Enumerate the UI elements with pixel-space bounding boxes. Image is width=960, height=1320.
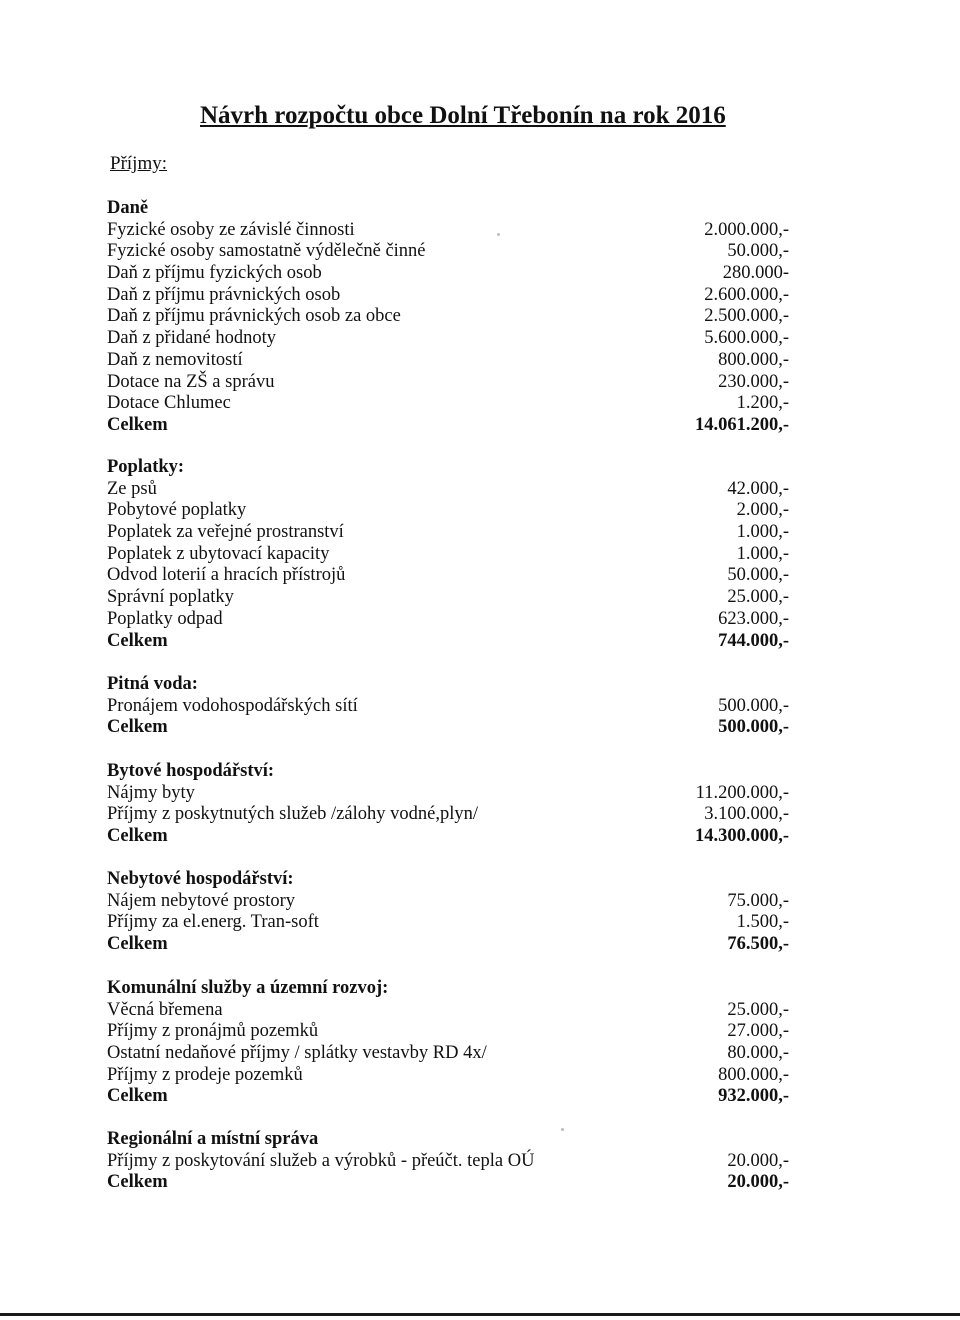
item-amount: 25.000,- <box>727 587 789 608</box>
item-label: Poplatek z ubytovací kapacity <box>107 543 330 564</box>
budget-section <box>107 869 797 956</box>
item-label: Nájem nebytové prostory <box>107 890 296 911</box>
budget-item-row <box>107 912 797 934</box>
item-amount: 2.000.000,- <box>704 219 789 240</box>
item-label: Dotace Chlumec <box>107 393 231 414</box>
budget-section <box>107 978 797 1108</box>
item-amount: 500.000,- <box>718 695 789 716</box>
section-total-row <box>107 826 797 848</box>
budget-item-row <box>107 696 797 718</box>
item-label: Daň z příjmu právnických osob za obce <box>107 306 401 327</box>
item-label: Daň z přidané hodnoty <box>107 328 277 349</box>
section-heading-row <box>107 674 797 696</box>
section-heading: Regionální a místní správa <box>107 1129 319 1149</box>
section-heading-row <box>107 978 797 1000</box>
section-heading-row <box>107 869 797 891</box>
total-amount: 932.000,- <box>718 1086 789 1107</box>
item-label: Pronájem vodohospodářských sítí <box>107 695 358 716</box>
budget-item-row <box>107 783 797 805</box>
item-amount: 623.000,- <box>718 608 789 629</box>
item-amount: 80.000,- <box>727 1043 789 1064</box>
section-heading: Bytové hospodářství: <box>107 761 275 781</box>
item-amount: 2.000,- <box>736 500 789 521</box>
item-label: Poplatky odpad <box>107 608 223 629</box>
total-amount: 500.000,- <box>718 717 789 738</box>
budget-item-row <box>107 544 797 566</box>
item-amount: 11.200.000,- <box>695 782 789 803</box>
section-heading: Poplatky: <box>107 457 185 477</box>
budget-item-row <box>107 522 797 544</box>
item-amount: 25.000,- <box>727 999 789 1020</box>
item-amount: 42.000,- <box>727 478 789 499</box>
budget-section <box>107 457 797 652</box>
section-total-row <box>107 415 797 437</box>
section-heading: Daně <box>107 198 149 218</box>
item-label: Fyzické osoby samostatně výdělečně činné <box>107 241 426 262</box>
total-label: Celkem <box>107 414 168 435</box>
budget-section <box>107 674 797 739</box>
item-label: Daň z nemovitostí <box>107 349 243 370</box>
budget-item-row <box>107 220 797 242</box>
item-amount: 75.000,- <box>727 890 789 911</box>
budget-item-row <box>107 500 797 522</box>
total-amount: 20.000,- <box>727 1172 789 1193</box>
item-amount: 280.000- <box>722 263 789 284</box>
budget-item-row <box>107 372 797 394</box>
item-label: Daň z příjmu právnických osob <box>107 284 341 305</box>
total-label: Celkem <box>107 934 168 955</box>
item-amount: 50.000,- <box>727 565 789 586</box>
budget-section <box>107 1129 797 1194</box>
section-total-row <box>107 631 797 653</box>
item-label: Nájmy byty <box>107 782 195 803</box>
item-label: Odvod loterií a hracích přístrojů <box>107 565 346 586</box>
item-label: Fyzické osoby ze závislé činnosti <box>107 219 355 240</box>
item-label: Příjmy z pronájmů pozemků <box>107 1021 319 1042</box>
budget-section <box>107 761 797 848</box>
total-amount: 76.500,- <box>727 934 789 955</box>
total-amount: 14.061.200,- <box>694 414 789 435</box>
section-heading: Nebytové hospodářství: <box>107 869 294 889</box>
item-amount: 2.600.000,- <box>704 284 789 305</box>
item-amount: 20.000,- <box>727 1150 789 1171</box>
budget-item-row <box>107 804 797 826</box>
budget-item-row <box>107 1043 797 1065</box>
item-label: Pobytové poplatky <box>107 500 247 521</box>
budget-item-row <box>107 1065 797 1087</box>
total-amount: 14.300.000,- <box>694 826 789 847</box>
budget-item-row <box>107 263 797 285</box>
budget-item-row <box>107 891 797 913</box>
budget-item-row <box>107 609 797 631</box>
budget-section <box>107 198 797 437</box>
total-label: Celkem <box>107 717 168 738</box>
section-heading-row <box>107 761 797 783</box>
item-label: Ostatní nedaňové příjmy / splátky vestavby RD 4x/ <box>107 1043 487 1064</box>
item-label: Příjmy za el.energ. Tran-soft <box>107 912 319 933</box>
item-amount: 800.000,- <box>718 1064 789 1085</box>
total-label: Celkem <box>107 630 168 651</box>
section-total-row <box>107 1086 797 1108</box>
total-label: Celkem <box>107 1086 168 1107</box>
item-label: Příjmy z poskytnutých služeb /zálohy vodné,plyn/ <box>107 804 478 825</box>
item-label: Ze psů <box>107 478 157 499</box>
total-amount: 744.000,- <box>718 630 789 651</box>
item-label: Příjmy z poskytování služeb a výrobků - přeúčt. tepla OÚ <box>107 1150 535 1171</box>
item-amount: 5.600.000,- <box>704 328 789 349</box>
item-label: Dotace na ZŠ a správu <box>107 371 275 392</box>
item-amount: 2.500.000,- <box>704 306 789 327</box>
income-heading: Příjmy: <box>110 153 168 174</box>
budget-item-row <box>107 565 797 587</box>
section-total-row <box>107 934 797 956</box>
section-heading-row <box>107 457 797 479</box>
budget-item-row <box>107 1151 797 1173</box>
budget-item-row <box>107 1021 797 1043</box>
section-heading: Komunální služby a územní rozvoj: <box>107 978 389 998</box>
section-heading-row <box>107 1129 797 1151</box>
total-label: Celkem <box>107 1172 168 1193</box>
item-label: Správní poplatky <box>107 587 234 608</box>
budget-item-row <box>107 285 797 307</box>
item-label: Příjmy z prodeje pozemků <box>107 1064 303 1085</box>
item-amount: 50.000,- <box>727 241 789 262</box>
item-label: Daň z příjmu fyzických osob <box>107 263 322 284</box>
item-amount: 1.200,- <box>736 393 789 414</box>
scan-speck <box>561 1128 564 1131</box>
budget-item-row <box>107 1000 797 1022</box>
item-label: Poplatek za veřejné prostranství <box>107 522 344 543</box>
item-amount: 1.000,- <box>736 543 789 564</box>
budget-item-row <box>107 328 797 350</box>
section-total-row <box>107 717 797 739</box>
budget-item-row <box>107 393 797 415</box>
budget-item-row <box>107 479 797 501</box>
item-amount: 230.000,- <box>718 371 789 392</box>
section-heading-row <box>107 198 797 220</box>
item-amount: 1.000,- <box>736 522 789 543</box>
bottom-border-line <box>0 1313 960 1316</box>
total-label: Celkem <box>107 826 168 847</box>
item-amount: 3.100.000,- <box>704 804 789 825</box>
item-label: Věcná břemena <box>107 999 223 1020</box>
item-amount: 1.500,- <box>736 912 789 933</box>
budget-item-row <box>107 241 797 263</box>
item-amount: 800.000,- <box>718 349 789 370</box>
budget-item-row <box>107 587 797 609</box>
section-total-row <box>107 1172 797 1194</box>
section-heading: Pitná voda: <box>107 674 198 694</box>
page-title: Návrh rozpočtu obce Dolní Třebonín na rok 2016 <box>200 102 726 129</box>
item-amount: 27.000,- <box>727 1021 789 1042</box>
scan-speck <box>497 233 500 236</box>
budget-item-row <box>107 350 797 372</box>
budget-item-row <box>107 306 797 328</box>
